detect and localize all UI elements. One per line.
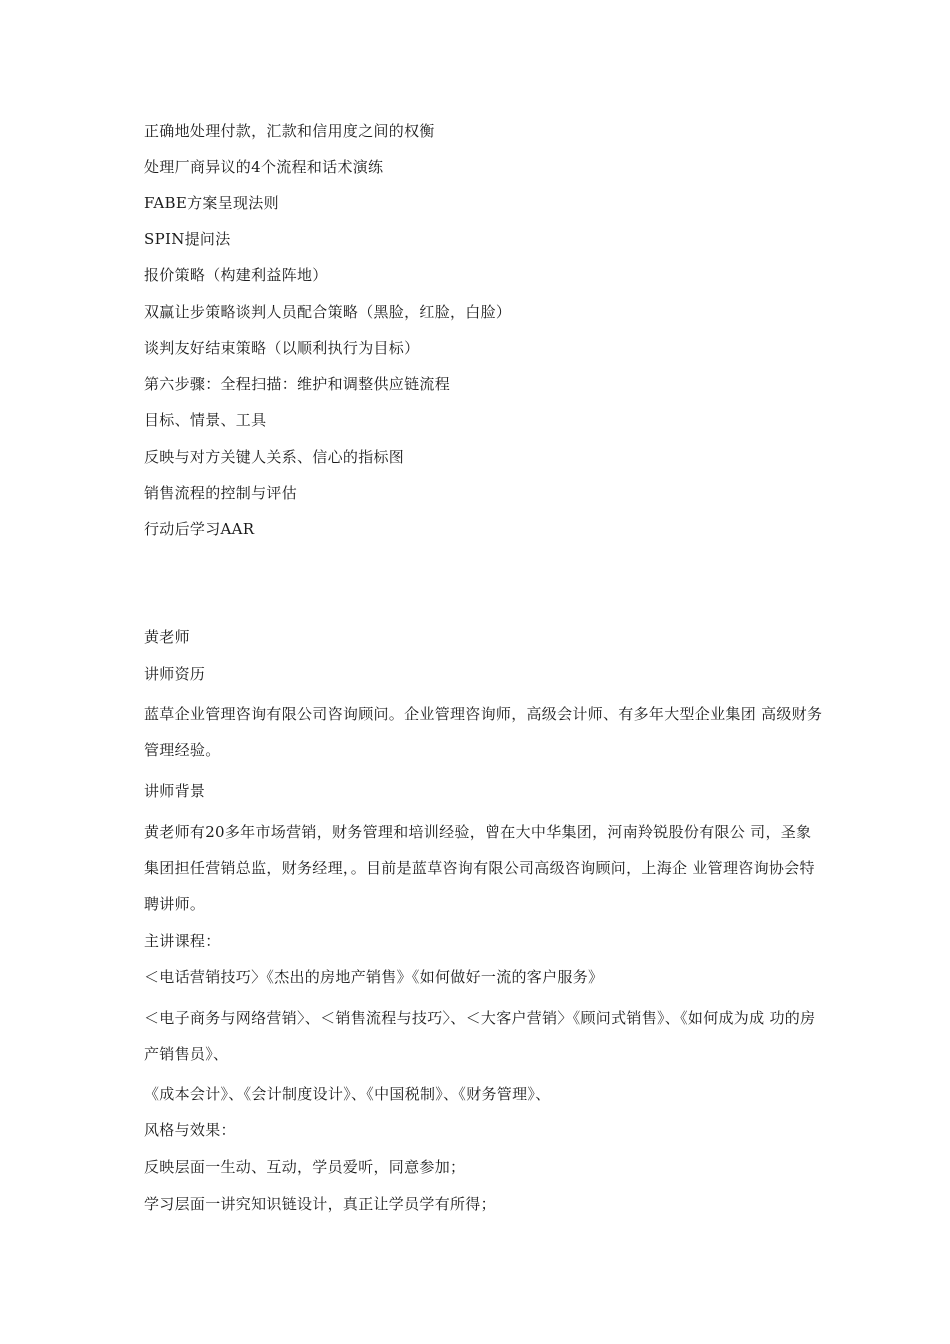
background-text: 黄老师有20多年市场营销，财务管理和培训经验，曾在大中华集团，河南羚锐股份有限公 司，圣象集团担任营销总监，财务经理，。目前是蓝草咨询有限公司高级咨询顾问，上海企 业管理咨询协会特聘讲师。 xyxy=(144,823,815,913)
courses-heading: 主讲课程： xyxy=(144,932,221,950)
style-heading: 风格与效果： xyxy=(144,1121,236,1139)
outline-item: 处理厂商异议的4个流程和话术演练 xyxy=(144,158,384,176)
outline-item: 反映与对方关键人关系、信心的指标图 xyxy=(144,448,405,466)
outline-item: 目标、情景、工具 xyxy=(144,411,267,429)
outline-item: FABE方案呈现法则 xyxy=(144,194,279,212)
outline-item: 正确地处理付款，汇款和信用度之间的权衡 xyxy=(144,122,435,140)
outline-item: 销售流程的控制与评估 xyxy=(144,484,298,502)
style-line: 学习层面一讲究知识链设计，真正让学员学有所得； xyxy=(144,1195,496,1213)
background-heading: 讲师背景 xyxy=(144,782,206,800)
courses-line: ＜电话营销技巧〉《杰出的房地产销售》《如何做好一流的客户服务》 xyxy=(144,968,604,986)
outline-item: 谈判友好结束策略（以顺利执行为目标） xyxy=(144,339,420,357)
credentials-heading: 讲师资历 xyxy=(144,665,206,683)
courses-line: ＜电子商务与网络营销〉、＜销售流程与技巧〉、＜大客户营销〉《顾问式销售》、《如何成为成 功的房产销售员》、 xyxy=(144,1009,816,1063)
instructor-name: 黄老师 xyxy=(144,628,190,646)
outline-item: 行动后学习AAR xyxy=(144,520,255,538)
outline-item: 第六步骤：全程扫描：维护和调整供应链流程 xyxy=(144,375,451,393)
credentials-text: 蓝草企业管理咨询有限公司咨询顾问。企业管理咨询师，高级会计师、有多年大型企业集团 高级财务管理经验。 xyxy=(144,705,823,759)
style-line: 反映层面一生动、互动，学员爱听，同意参加； xyxy=(144,1158,466,1176)
outline-item: 双赢让步策略谈判人员配合策略（黑脸，红脸，白脸） xyxy=(144,303,512,321)
outline-item: 报价策略（构建利益阵地） xyxy=(144,266,328,284)
outline-item: SPIN提问法 xyxy=(144,230,231,248)
courses-line: 《成本会计》、《会计制度设计》、《中国税制》、《财务管理》、 xyxy=(144,1085,551,1103)
